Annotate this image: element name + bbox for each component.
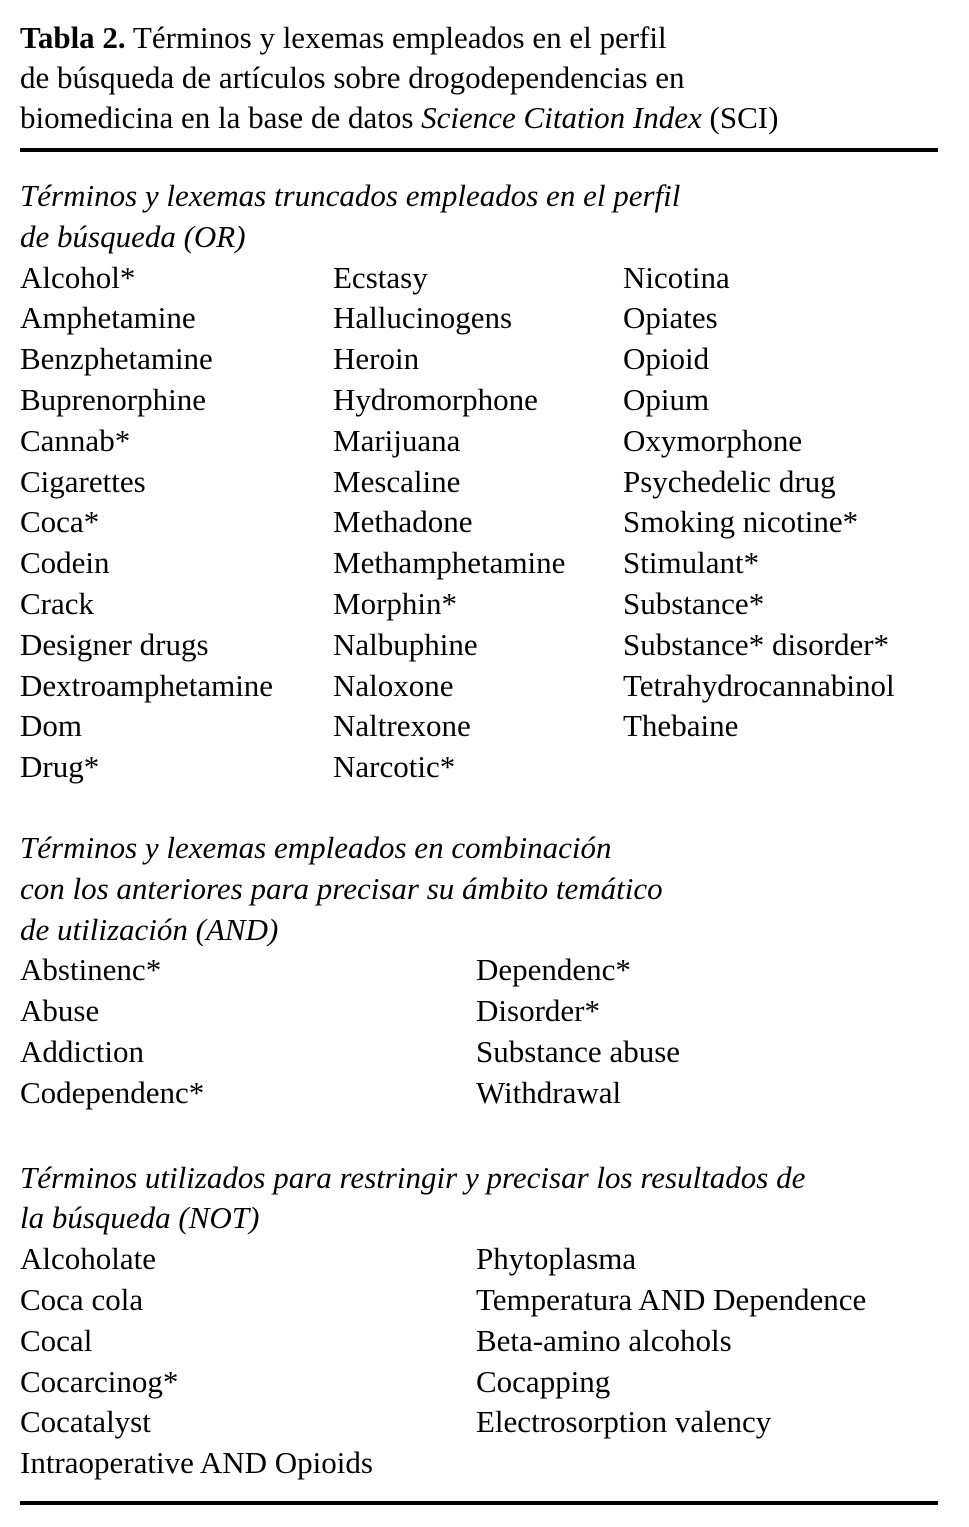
term-list-or <box>20 258 939 788</box>
term-item: Cocarcinog* <box>20 1363 179 1399</box>
section-heading-line: de utilización (AND) <box>20 911 279 947</box>
table-caption <box>20 18 910 138</box>
term-item: Buprenorphine <box>20 381 206 417</box>
term-item: Psychedelic drug <box>623 463 836 499</box>
term-item: Naltrexone <box>333 708 471 744</box>
term-item: Mescaline <box>333 463 461 499</box>
term-item: Codein <box>20 545 110 581</box>
term-item: Naloxone <box>333 667 454 703</box>
term-item: Methamphetamine <box>333 545 566 581</box>
term-item: Cocal <box>20 1322 93 1358</box>
section-heading-line: Términos y lexemas empleados en combinación <box>20 829 612 865</box>
term-list-and <box>20 950 939 1113</box>
term-item: Substance abuse <box>476 1033 681 1069</box>
term-item: Drug* <box>20 749 100 785</box>
top-rule <box>20 148 938 152</box>
term-item: Cocapping <box>476 1363 611 1399</box>
bottom-rule <box>20 1501 938 1505</box>
term-item: Withdrawal <box>476 1074 622 1110</box>
caption-text-3-suffix: (SCI) <box>709 100 779 135</box>
caption-text-3-prefix: biomedicina en la base de datos <box>20 100 414 135</box>
term-item: Opium <box>623 381 710 417</box>
term-item: Dextroamphetamine <box>20 667 274 703</box>
caption-line-3 <box>20 98 910 138</box>
term-item: Morphin* <box>333 585 457 621</box>
term-item: Temperatura AND Dependence <box>476 1281 867 1317</box>
term-item: Cannab* <box>20 422 131 458</box>
section-heading-or <box>20 176 938 258</box>
term-item: Stimulant* <box>623 545 760 581</box>
section-heading-line: la búsqueda (NOT) <box>20 1200 260 1236</box>
term-item: Ecstasy <box>333 259 428 295</box>
term-item: Abstinenc* <box>20 952 162 988</box>
term-item: Beta-amino alcohols <box>476 1322 732 1358</box>
database-name: Science Citation Index <box>421 100 702 135</box>
term-item: Tetrahydrocannabinol <box>623 667 895 703</box>
term-item: Codependenc* <box>20 1074 205 1110</box>
term-item: Opiates <box>623 300 718 336</box>
term-item: Disorder* <box>476 993 600 1029</box>
term-item: Dependenc* <box>476 952 631 988</box>
term-item: Hydromorphone <box>333 381 538 417</box>
term-item: Opioid <box>623 341 710 377</box>
term-item: Dom <box>20 708 82 744</box>
section-heading-not <box>20 1158 938 1240</box>
term-item: Amphetamine <box>20 300 196 336</box>
term-item: Electrosorption valency <box>476 1404 772 1440</box>
term-item: Benzphetamine <box>20 341 213 377</box>
caption-line-2: de búsqueda de artículos sobre drogodependencias en <box>20 60 685 95</box>
term-item: Coca cola <box>20 1281 144 1317</box>
term-item: Addiction <box>20 1033 144 1069</box>
term-item: Alcoholate <box>20 1241 157 1277</box>
term-item: Designer drugs <box>20 626 209 662</box>
term-item: Thebaine <box>623 708 739 744</box>
term-list-not <box>20 1239 939 1484</box>
term-item: Hallucinogens <box>333 300 513 336</box>
term-item: Substance* <box>623 585 765 621</box>
term-item: Cocatalyst <box>20 1404 151 1440</box>
section-not <box>20 1158 939 1484</box>
section-or <box>20 176 939 788</box>
term-item: Crack <box>20 585 95 621</box>
term-item: Nalbuphine <box>333 626 478 662</box>
section-heading-line: Términos y lexemas truncados empleados en el perfil <box>20 178 681 213</box>
term-item: Heroin <box>333 341 420 377</box>
term-item: Coca* <box>20 504 100 540</box>
caption-text-1: Términos y lexemas empleados en el perfil <box>132 20 667 55</box>
table-label: Tabla 2. <box>20 20 126 55</box>
section-heading-and <box>20 828 938 950</box>
section-and <box>20 828 939 1114</box>
term-item: Alcohol* <box>20 259 136 295</box>
term-item: Nicotina <box>623 259 730 295</box>
caption-line-1 <box>20 18 910 58</box>
term-item: Smoking nicotine* <box>623 504 859 540</box>
term-item: Abuse <box>20 993 100 1029</box>
term-item: Cigarettes <box>20 463 146 499</box>
section-heading-line: con los anteriores para precisar su ámbito temático <box>20 870 663 906</box>
section-heading-line: de búsqueda (OR) <box>20 218 246 254</box>
term-item: Substance* disorder* <box>623 626 890 662</box>
term-item: Oxymorphone <box>623 422 803 458</box>
term-item: Phytoplasma <box>476 1241 637 1277</box>
term-item: Narcotic* <box>333 749 456 785</box>
term-item: Intraoperative AND Opioids <box>20 1445 373 1481</box>
term-item: Marijuana <box>333 422 461 458</box>
section-heading-line: Términos utilizados para restringir y precisar los resultados de <box>20 1159 806 1195</box>
term-item: Methadone <box>333 504 473 540</box>
